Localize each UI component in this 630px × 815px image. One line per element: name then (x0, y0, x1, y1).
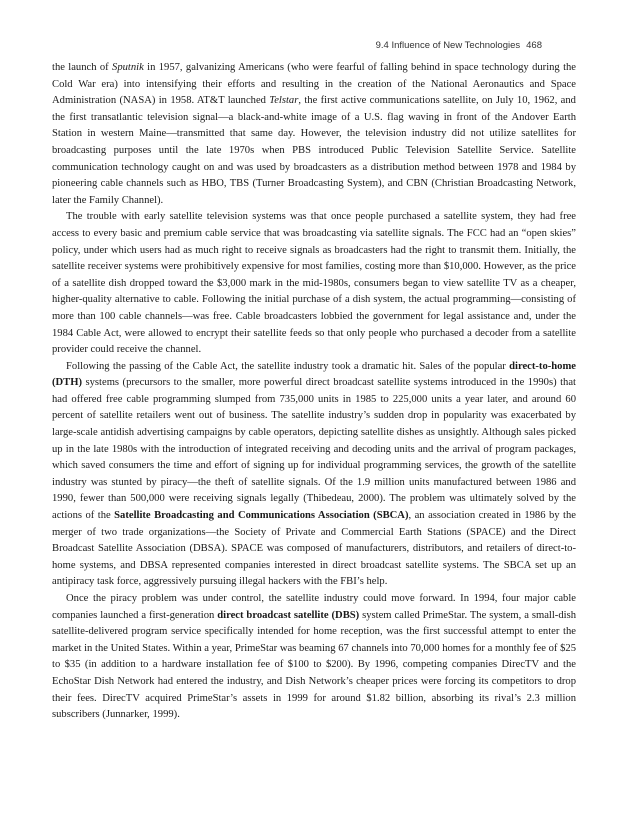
key-term: Satellite Broadcasting and Communications Association (SBCA) (114, 510, 409, 522)
paragraph (52, 359, 576, 591)
text-run: in 1957, galvanizing Americans (who were fearful of falling behind in space technology during the Cold War era) into intensifying their efforts and resulting in the creation of the National Aeronautics and Space Administration (NASA) in 1958. AT&T launched (52, 62, 577, 107)
paragraph (52, 591, 576, 724)
page-number: 468 (526, 40, 542, 51)
italic-term: Sputnik (112, 62, 144, 73)
text-run: Following the passing of the Cable Act, the satellite industry took a dramatic hit. Sales of the popular (66, 360, 510, 372)
text-run: , the first active communications satellite, on July 10, 1962, and the first transatlantic television signal—a black-and-white image of a U.S. flag waving in front of the Andover Earth Station in western Maine—transmitted that same day. However, the television industry did not utilize satellites for broadcasting purposes until the late 1970s when PBS introduced Public Television Satellite Service. Satellite communication technology caught on and was used by broadcasters as a distribution method between 1978 and 1984 by pioneering cable channels such as HBO, TBS (Turner Broadcasting System), and CBN (Christian Broadcasting Network, later the Family Channel). (52, 95, 576, 206)
text-run: systems (precursors to the smaller, more powerful direct broadcast satellite systems introduced in the 1990s) that had offered free cable programming slumped from 735,000 units in 1985 to 225,000 units a year later, and around 60 percent of satellite retailers went out of business. The satellite industry’s sudden drop in popularity was exacerbated by large-scale antidish advertising campaigns by cable operators, depicting satellite dishes as unsightly. Although sales picked up in the late 1980s with the introduction of integrated receiving and decoding units and the arrival of program packages, which saved consumers the time and effort of signing up for individual programming services, the growth of the satellite industry was stunted by piracy—the theft of satellite signals. Of the 1.9 million units manufactured between 1986 and 1990, fewer than 500,000 were receiving signals legally (Thibedeau, 2000). The problem was ultimately solved by the actions of the (52, 377, 576, 522)
running-title: 9.4 Influence of New Technologies (375, 40, 521, 51)
page-header (376, 40, 542, 51)
paragraph (52, 209, 576, 358)
key-term: direct-to-home (DTH) (52, 360, 576, 389)
text-run: the launch of (52, 62, 113, 73)
paragraph (52, 60, 576, 209)
text-run: system called PrimeStar. The system, a small-dish satellite-delivered program service specifically intended for home reception, was the first successful attempt to enter the market in the United States. Within a year, PrimeStar was beaming 67 channels into 70,000 homes for a monthly fee of $25 to $35 (in addition to a hardware installation fee of $100 to $200). By 1996, competing companies DirecTV and the EchoStar Dish Network had entered the industry, and Dish Network’s cheaper prices were forcing its competitors to drop their fees. DirecTV acquired PrimeStar’s assets in 1999 for around $1.82 billion, absorbing its rival’s 2.3 million subscribers (Junnarker, 1999). (52, 609, 576, 721)
text-run: The trouble with early satellite television systems was that once people purchased a satellite system, they had free access to every basic and premium cable service that was broadcasting via satellite signals. The FCC had an “open skies” policy, under which users had as much right to receive signals as broadcasters had the right to transmit them. Initially, the satellite receiver systems were prohibitively expensive for most families, costing more than $10,000. However, as the price of a satellite dish dropped toward the $3,000 mark in the mid-1980s, consumers began to view satellite TV as a cheaper, higher-quality alternative to cable. Following the initial purchase of a dish system, the actual programming—consisting of more than 100 cable channels—was free. Cable broadcasters lobbied the government for legal assistance and, under the 1984 Cable Act, were allowed to encrypt their satellite feeds so that only people who purchased a decoder from a satellite provider could receive the channel. (52, 211, 576, 356)
text-run: , an association created in 1986 by the merger of two trade organizations—the Society of Private and Commercial Earth Stations (SPACE) and the Direct Broadcast Satellite Association (DBSA). SPACE was composed of manufacturers, distributors, and retailers of direct-to-home systems, and DBSA represented companies interested in direct broadcast satellite systems. The SBCA set up an antipiracy task force, aggressively pursuing illegal hackers with the FBI’s help. (52, 510, 576, 588)
body-text (52, 60, 576, 724)
key-term: direct broadcast satellite (DBS) (217, 609, 360, 621)
text-run: Once the piracy problem was under control, the satellite industry could move forward. In 1994, four major cable companies launched a first-generation (52, 593, 576, 621)
italic-term: Telstar (269, 95, 299, 107)
